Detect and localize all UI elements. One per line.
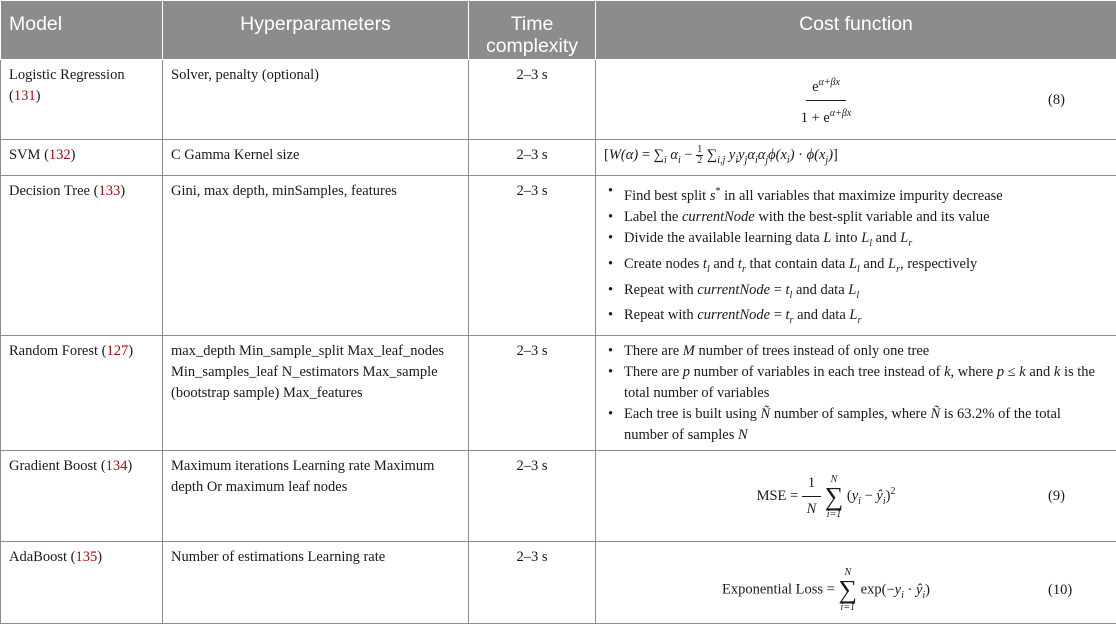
hyperparameters-cell: Solver, penalty (optional) <box>163 60 469 140</box>
header-model: Model <box>1 1 163 60</box>
equation-label: Exponential Loss <box>722 582 823 598</box>
time-cell: 2–3 s <box>469 542 596 624</box>
list-item: • Create nodes $t_l$ and $t_r$ that contain data $L_l$ and $L_r$, respectively <box>604 254 1108 280</box>
equation-label: MSE <box>757 488 787 504</box>
list-item: • There are p number of variables in each tree instead of k, where p ≤ k and k is the total number of variables <box>604 362 1108 404</box>
reference-link[interactable]: 135 <box>75 549 97 565</box>
hyperparameters-cell: C Gamma Kernel size <box>163 140 469 176</box>
time-cell: 2–3 s <box>469 60 596 140</box>
random-forest-notes <box>604 341 1108 446</box>
time-cell: 2–3 s <box>469 140 596 176</box>
cost-cell <box>596 60 1116 140</box>
model-cell: Decision Tree (133) <box>1 175 163 335</box>
hyperparameters-cell: Number of estimations Learning rate <box>163 542 469 624</box>
logistic-equation: $\frac{e^{\alpha+\beta x}}{1 + e^{\alpha+\beta x}}$ <box>604 72 1048 129</box>
exponential-loss-equation: Exponential Loss = N ∑ i=1 $\exp(-y_i$ · $ŷ_i$) <box>604 567 1048 613</box>
list-item: • Each tree is built using Ñ number of samples, where Ñ is 63.2% of the total number of samples N <box>604 404 1108 446</box>
cost-cell <box>596 336 1116 451</box>
time-cell: 2–3 s <box>469 336 596 451</box>
header-cost-function: Cost function <box>596 1 1116 60</box>
model-cell: AdaBoost (135) <box>1 542 163 624</box>
equation-number: (8) <box>1048 90 1108 111</box>
hyperparameters-cell: max_depth Min_sample_split Max_leaf_nodes Min_samples_leaf N_estimators Max_sample (bootstrap sample) Max_features <box>163 336 469 451</box>
header-row <box>1 1 1116 60</box>
model-cell: Gradient Boost (134) <box>1 451 163 542</box>
table-row <box>1 140 1116 176</box>
svm-equation: [$W(\alpha) = \sum_i$ $\alpha_i$ − $\frac{1}{2}$ $\sum_{i,j}$ $y_iy_j\alpha_i\alpha_j\phi(x_i) \cdot \phi(x_j)$] <box>604 147 838 163</box>
time-cell: 2–3 s <box>469 175 596 335</box>
hyperparameters-cell: Maximum iterations Learning rate Maximum depth Or maximum leaf nodes <box>163 451 469 542</box>
cost-cell <box>596 542 1116 624</box>
list-item: • Repeat with currentNode = $t_r$ and data $L_r$ <box>604 305 1108 331</box>
reference-link[interactable]: 131 <box>14 88 36 104</box>
list-item: • Divide the available learning data L into $L_l$ and $L_r$ <box>604 228 1108 254</box>
reference-link[interactable]: 127 <box>106 343 128 359</box>
equation-number: (9) <box>1048 486 1108 507</box>
cost-cell <box>596 175 1116 335</box>
table-row <box>1 451 1116 542</box>
table-row <box>1 60 1116 140</box>
reference-link[interactable]: 132 <box>49 147 71 163</box>
table-row <box>1 542 1116 624</box>
table-row <box>1 336 1116 451</box>
list-item: • Repeat with currentNode = $t_l$ and data $L_l$ <box>604 280 1108 306</box>
reference-link[interactable]: 133 <box>98 183 120 199</box>
list-item: • Label the currentNode with the best-split variable and its value <box>604 207 1108 228</box>
equation-number: (10) <box>1048 580 1108 601</box>
model-cell: Random Forest (127) <box>1 336 163 451</box>
header-hyperparameters: Hyperparameters <box>163 1 469 60</box>
list-item: • Find best split s* in all variables that maximize impurity decrease <box>604 181 1108 207</box>
decision-tree-steps <box>604 181 1108 331</box>
hyperparameters-cell: Gini, max depth, minSamples, features <box>163 175 469 335</box>
model-cell: SVM (132) <box>1 140 163 176</box>
header-time-complexity: Time complexity <box>469 1 596 60</box>
cost-cell <box>596 140 1116 176</box>
model-cell: Logistic Regression (131) <box>1 60 163 140</box>
table-row <box>1 175 1116 335</box>
cost-cell <box>596 451 1116 542</box>
list-item: • There are M number of trees instead of only one tree <box>604 341 1108 362</box>
reference-link[interactable]: 134 <box>106 458 128 474</box>
mse-equation: MSE = $\frac{1}{N}$ N ∑ i=1 ($y_i$ − $ŷ_i)^2$ <box>604 473 1048 520</box>
time-cell: 2–3 s <box>469 451 596 542</box>
